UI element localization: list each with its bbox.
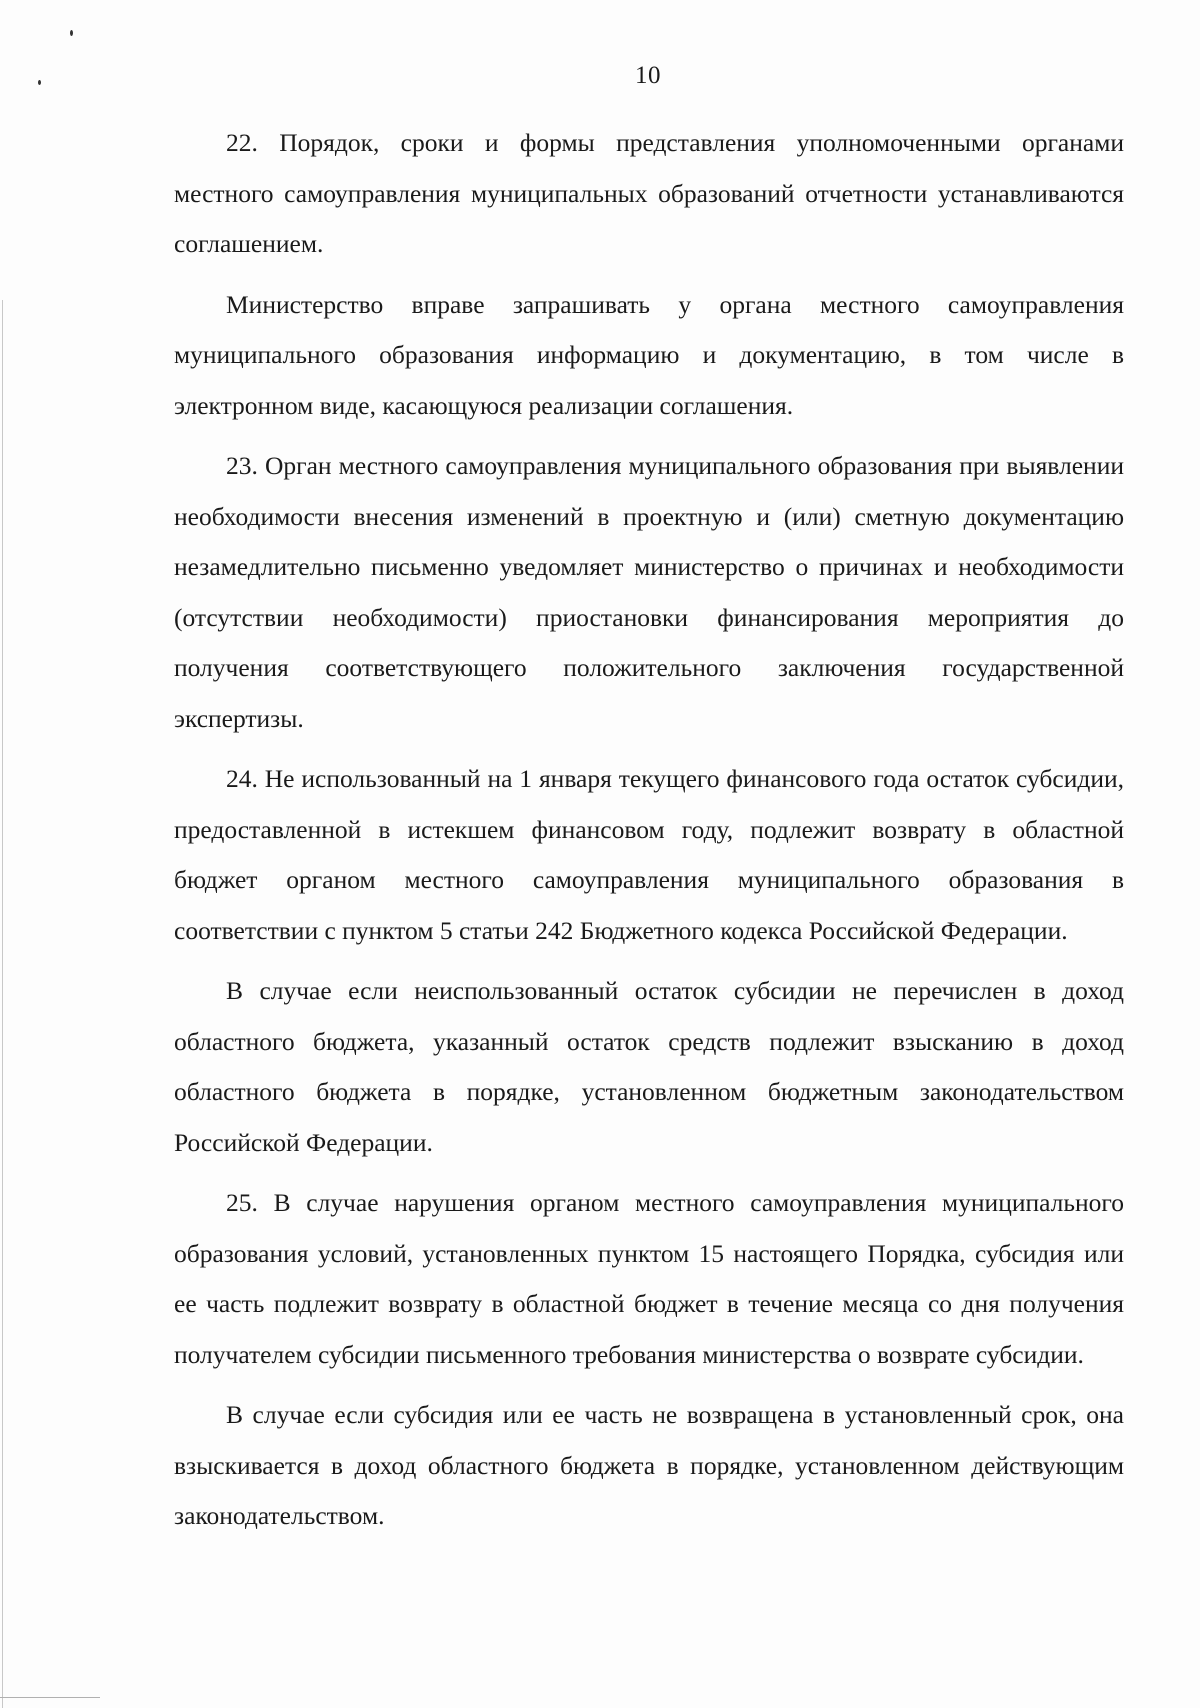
paragraph-23: 23. Орган местного самоуправления муниципального образования при выявлении необходимости внесения изменений в проектную и (или) сметную документацию незамедлительно письменно уведомляет министерство о причинах и необходимости (отсутствии необходимости) приостановки финансирования мероприятия до получения соответствующего положительного заключения государственной экспертизы. [174, 451, 1124, 733]
scan-bottom-line [0, 1697, 100, 1698]
page-number: 10 [635, 62, 661, 89]
paragraph-22: 22. Порядок, сроки и формы представления уполномоченными органами местного самоуправления муниципальных образований отчетности устанавливаются соглашением. [174, 128, 1124, 258]
scan-speck [70, 30, 73, 36]
paragraph-recovery: В случае если субсидия или ее часть не возвращена в установленный срок, она взыскивается в доход областного бюджета в порядке, установленном действующим законодательством. [174, 1400, 1124, 1530]
paragraph-24: 24. Не использованный на 1 января текущего финансового года остаток субсидии, предоставленной в истекшем финансовом году, подлежит возврату в областной бюджет органом местного самоуправления муниципального образования в соответствии с пунктом 5 статьи 242 Бюджетного кодекса Российской Федерации. [174, 764, 1124, 945]
scan-edge-line [2, 300, 3, 1708]
paragraph-25: 25. В случае нарушения органом местного самоуправления муниципального образования условий, установленных пунктом 15 настоящего Порядка, субсидия или ее часть подлежит возврату в областной бюджет в течение месяца со дня получения получателем субсидии письменного требования министерства о возврате субсидии. [174, 1188, 1124, 1369]
paragraph-ministry-request: Министерство вправе запрашивать у органа местного самоуправления муниципального образования информацию и документацию, в том числе в электронном виде, касающуюся реализации соглашения. [174, 289, 1124, 420]
paragraph-unused-balance: В случае если неиспользованный остаток субсидии не перечислен в доход областного бюджета, указанный остаток средств подлежит взысканию в доход областного бюджета в порядке, установленном бюджетным законодательством Российской Федерации. [174, 976, 1124, 1157]
document-body [174, 118, 1124, 1552]
